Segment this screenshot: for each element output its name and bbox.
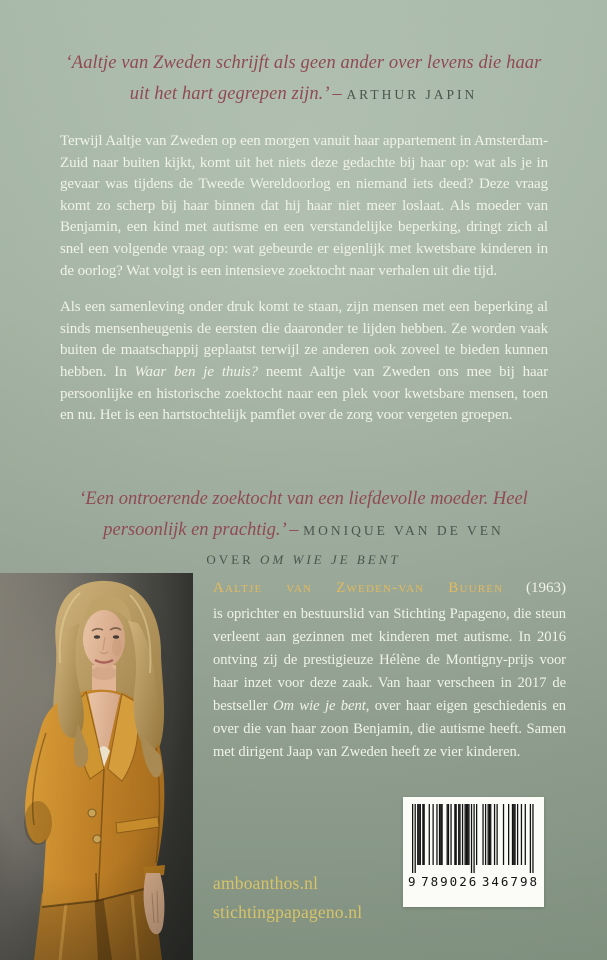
synopsis-paragraph-1 [60,131,548,282]
quote-source-line [0,552,607,568]
author-birth-year: (1963) [503,580,566,596]
foundation-url: stichtingpapageno.nl [213,901,363,922]
quote-bottom-body: ‘Een ontroerende zoektocht van een liefdevolle moeder. Heel persoonlijk en prachtig.’ [79,489,528,540]
photo-vignette [0,573,193,960]
quote-dash: – [289,520,299,540]
isbn-group-1: 9 [408,874,418,889]
bio-post: , over haar eigen geschiedenis en over die van haar zoon Benjamin, die autisme heeft. Samen met dirigent Jaap van Zweden heeft ze vier kinderen. [213,698,566,760]
bio-book-title: Om wie je bent [273,698,366,714]
isbn-barcode [403,797,544,907]
endorsement-quote-bottom [0,484,607,568]
isbn-group-2: 789026 [421,874,479,889]
quote-top-attribution: ARTHUR JAPIN [346,87,478,102]
bio-pre: is oprichter en bestuurslid van Stichting Papageno, die steun verleent aan gezinnen met kinderen met autisme. In 2016 ontving zij de prestigieuze Hélène de Montigny-prijs voor haar inzet voor deze zaak. Van haar verscheen in 2017 de bestseller [213,606,566,714]
author-bio [213,576,566,764]
quote-source-prefix: OVER [206,552,261,567]
quote-source-title: OM WIE JE BENT [260,552,401,567]
barcode-bars [412,804,536,873]
publisher-links [213,869,362,926]
endorsement-quote-top [0,48,607,110]
synopsis [60,131,548,427]
isbn-group-3: 346798 [481,874,539,889]
quote-text [63,484,545,546]
isbn-number [408,874,539,889]
synopsis-p1-text: Terwijl Aaltje van Zweden op een morgen vanuit haar appartement in Amsterdam-Zuid naar buiten kijkt, komt uit het niets deze gedachte bij haar op: wat als je in gevaar was tijdens de Tweede Wereldoorlog en niemand iets deed? Deze vraag komt zo scherp bij haar binnen dat hij haar niet meer loslaat. Als moeder van Benjamin, een kind met autisme en een verstandelijke beperking, dringt zich al snel een volgende vraag op: wat gebeurde er eigenlijk met kwetsbare kinderen in de oorlog? Wat volgt is een intensieve zoektocht naar verhalen uit die tijd. [60,133,548,279]
author-portrait-svg [0,573,193,960]
synopsis-p2-post: neemt Aaltje van Zweden ons mee bij haar persoonlijke en historische zoektocht naar een plek voor kwetsbare mensen, toen en nu. Het is een hartstochtelijk pamflet over de zorg voor vergeten groepen. [60,363,548,424]
author-name-line [213,576,566,600]
quote-bottom-attribution: MONIQUE VAN DE VEN [303,523,504,538]
synopsis-paragraph-2 [60,297,548,427]
quote-text [63,48,545,110]
quote-top-body: ‘Aaltje van Zweden schrijft als geen ander over levens die haar uit het hart gegrepen zijn.’ [65,53,542,104]
publisher-url: amboanthos.nl [213,873,319,893]
author-portrait-photo [0,573,193,960]
quote-dash: – [332,84,342,104]
author-name: Aaltje van Zweden-van Buuren [213,580,504,596]
synopsis-p2-pre: Als een samenleving onder druk komt te staan, zijn mensen met een beperking al sinds mensenheugenis de eersten die daaronder te lijden hebben. Ze worden vaak buiten de maatschappij geplaatst terwijl ze anderen ook zoveel te bieden kunnen hebben. In [60,299,548,380]
book-title-inline: Waar ben je thuis? [134,363,258,380]
author-bio-text [213,603,566,764]
